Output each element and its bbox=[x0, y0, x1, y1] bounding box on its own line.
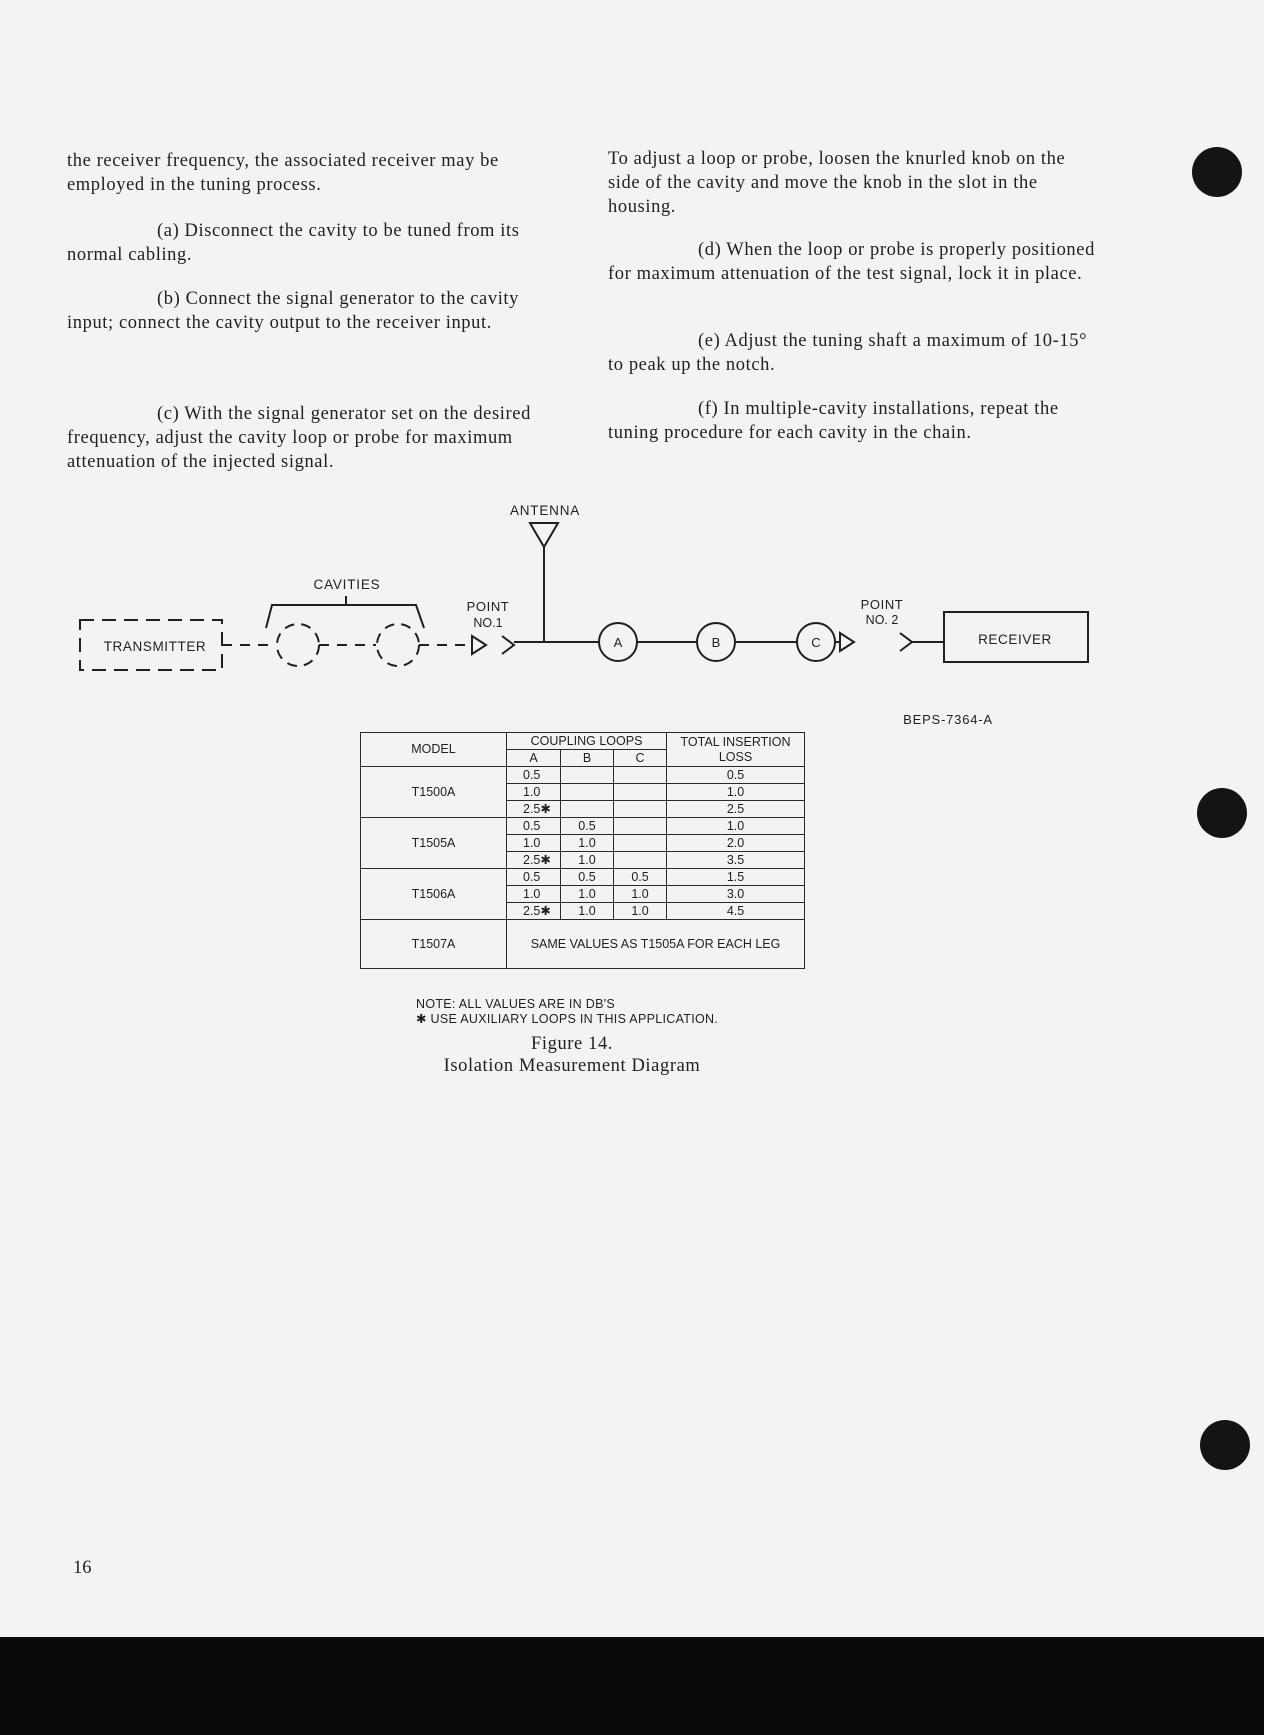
binder-hole-middle bbox=[1197, 788, 1247, 838]
loop-c-cell bbox=[614, 801, 667, 818]
loop-a-cell: 0.5 bbox=[507, 767, 561, 784]
loop-b-cell bbox=[561, 784, 614, 801]
antenna-icon bbox=[530, 523, 558, 547]
figure-title: Isolation Measurement Diagram bbox=[443, 1056, 701, 1076]
total-loss-cell: 1.5 bbox=[667, 869, 805, 886]
loop-b-cell: 1.0 bbox=[561, 886, 614, 903]
paragraph-adjust-loop: To adjust a loop or probe, loosen the knurled knob on the side of the cavity and move the knob in the slot in the housing. bbox=[608, 149, 1066, 217]
paragraph-b: (b) Connect the signal generator to the cavity input; connect the cavity output to the receiver input. bbox=[67, 289, 520, 333]
loop-c-cell: 1.0 bbox=[614, 886, 667, 903]
same-values-note: SAME VALUES AS T1505A FOR EACH LEG bbox=[507, 920, 805, 969]
node-c-label: C bbox=[811, 635, 821, 650]
point-1-connector bbox=[472, 636, 486, 654]
model-cell: T1506A bbox=[361, 869, 507, 920]
loop-b-cell bbox=[561, 767, 614, 784]
total-loss-cell: 1.0 bbox=[667, 818, 805, 835]
loop-b-cell bbox=[561, 801, 614, 818]
total-loss-header-line2: LOSS bbox=[718, 749, 753, 764]
model-cell: T1507A bbox=[361, 920, 507, 969]
total-loss-cell: 1.0 bbox=[667, 784, 805, 801]
point-2-number: NO. 2 bbox=[865, 613, 899, 627]
col-a-header: A bbox=[507, 750, 561, 767]
point-2-label: POINT bbox=[860, 597, 904, 612]
figure-number: Figure 14. bbox=[530, 1034, 614, 1054]
paragraph-d: (d) When the loop or probe is properly positioned for maximum attenuation of the test signal, lock it in place. bbox=[608, 240, 1095, 284]
total-loss-cell: 3.5 bbox=[667, 852, 805, 869]
loop-a-cell: 2.5✱ bbox=[507, 903, 561, 920]
model-cell: T1505A bbox=[361, 818, 507, 869]
loop-a-cell: 2.5✱ bbox=[507, 801, 561, 818]
paragraph-intro: the receiver frequency, the associated receiver may be employed in the tuning process. bbox=[67, 151, 499, 195]
node-b-label: B bbox=[711, 635, 721, 650]
cavities-bracket bbox=[266, 605, 424, 628]
loop-a-cell: 2.5✱ bbox=[507, 852, 561, 869]
total-loss-cell: 2.0 bbox=[667, 835, 805, 852]
col-b-header: B bbox=[561, 750, 614, 767]
note-db-units: NOTE: ALL VALUES ARE IN DB'S bbox=[416, 997, 616, 1011]
table-row bbox=[361, 818, 805, 835]
binder-hole-bottom bbox=[1200, 1420, 1250, 1470]
loop-c-cell bbox=[614, 852, 667, 869]
total-loss-header bbox=[667, 733, 805, 767]
loop-c-cell: 0.5 bbox=[614, 869, 667, 886]
total-loss-cell: 3.0 bbox=[667, 886, 805, 903]
insertion-loss-table bbox=[360, 732, 805, 969]
point-1-number: NO.1 bbox=[473, 616, 503, 630]
table-row bbox=[361, 869, 805, 886]
loop-a-cell: 1.0 bbox=[507, 835, 561, 852]
loop-c-cell bbox=[614, 784, 667, 801]
page-number: 16 bbox=[73, 1558, 92, 1578]
loop-c-cell bbox=[614, 835, 667, 852]
paragraph-e: (e) Adjust the tuning shaft a maximum of 10-15° to peak up the notch. bbox=[608, 331, 1088, 375]
loop-a-cell: 1.0 bbox=[507, 784, 561, 801]
cavities-label: CAVITIES bbox=[313, 577, 381, 592]
loop-c-cell bbox=[614, 818, 667, 835]
cavity-2-icon bbox=[377, 624, 419, 666]
loop-a-cell: 0.5 bbox=[507, 818, 561, 835]
note-auxiliary-loops: ✱ USE AUXILIARY LOOPS IN THIS APPLICATION. bbox=[416, 1012, 719, 1026]
model-cell: T1500A bbox=[361, 767, 507, 818]
transmitter-label: TRANSMITTER bbox=[103, 639, 207, 654]
loop-a-cell: 1.0 bbox=[507, 886, 561, 903]
total-loss-cell: 2.5 bbox=[667, 801, 805, 818]
loop-a-cell: 0.5 bbox=[507, 869, 561, 886]
loop-b-cell: 1.0 bbox=[561, 835, 614, 852]
point-2-connector bbox=[840, 633, 854, 651]
total-loss-cell: 0.5 bbox=[667, 767, 805, 784]
loop-b-cell: 0.5 bbox=[561, 818, 614, 835]
paragraph-f: (f) In multiple-cavity installations, repeat the tuning procedure for each cavity in the chain. bbox=[608, 399, 1059, 443]
coupling-loops-header: COUPLING LOOPS bbox=[507, 733, 667, 750]
drawing-id: BEPS-7364-A bbox=[903, 712, 993, 727]
loop-b-cell: 0.5 bbox=[561, 869, 614, 886]
model-header: MODEL bbox=[361, 733, 507, 767]
total-loss-cell: 4.5 bbox=[667, 903, 805, 920]
loop-c-cell: 1.0 bbox=[614, 903, 667, 920]
isolation-diagram bbox=[0, 0, 1264, 730]
antenna-label: ANTENNA bbox=[509, 503, 581, 518]
loop-c-cell bbox=[614, 767, 667, 784]
table-row bbox=[361, 767, 805, 784]
table-row bbox=[361, 920, 805, 969]
paragraph-c: (c) With the signal generator set on the desired frequency, adjust the cavity loop or probe for maximum attenuation of the injected signal. bbox=[67, 404, 531, 472]
cavity-1-icon bbox=[277, 624, 319, 666]
total-loss-header-line1: TOTAL INSERTION bbox=[680, 734, 791, 749]
loop-b-cell: 1.0 bbox=[561, 903, 614, 920]
scan-border-bottom bbox=[0, 1637, 1264, 1735]
col-c-header: C bbox=[614, 750, 667, 767]
point-1-label: POINT bbox=[466, 599, 510, 614]
paragraph-a: (a) Disconnect the cavity to be tuned from its normal cabling. bbox=[67, 221, 520, 265]
receiver-label: RECEIVER bbox=[978, 632, 1052, 647]
loop-b-cell: 1.0 bbox=[561, 852, 614, 869]
node-a-label: A bbox=[613, 635, 623, 650]
